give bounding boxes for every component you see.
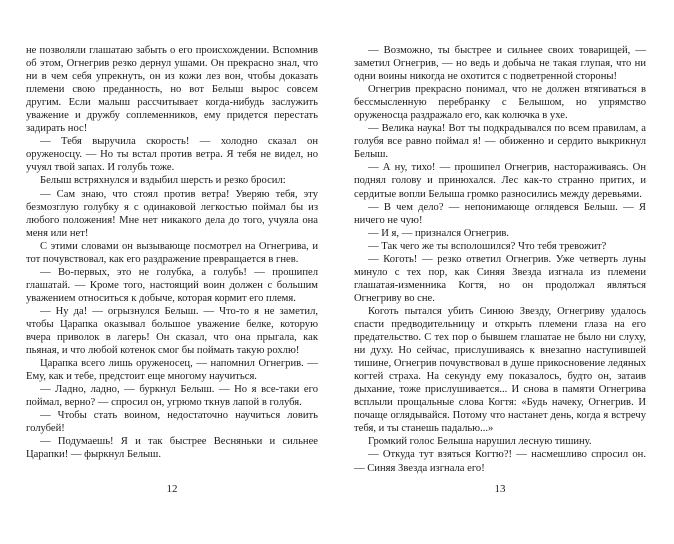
paragraph: Царапка всего лишь оруженосец, — напомнил Огнегрив. — Ему, как и тебе, предстоит еще многому научиться. [26, 358, 318, 383]
paragraph: — Чтобы стать воином, недостаточно научиться ловить голубей! [26, 410, 318, 435]
paragraph: — Ну да! — огрызнулся Белыш. — Что-то я не заметил, чтобы Царапка оказывал большое уважение белке, которую вчера приволок в лагерь! Он сказал, что она прыгала, как пьяная, и что любой котенок смог бы поймать такую рохлю! [26, 305, 318, 357]
paragraph: — Тебя выручила скорость! — холодно сказал он оруженосцу. — Но ты встал против ветра. Я тебя не видел, но учуял твой запах. И голубь тоже. [26, 136, 318, 174]
paragraph: — В чем дело? — непонимающе оглядевся Белыш. — Я ничего не чую! [354, 201, 646, 226]
right-page [354, 44, 646, 475]
left-page [26, 44, 318, 462]
paragraph: — Велика наука! Вот ты подкрадывался по всем правилам, а голубя все равно поймал я! — обиженно и сердито выкрикнул Белыш. [354, 123, 646, 161]
paragraph: Громкий голос Белыша нарушил лесную тишину. [368, 436, 592, 448]
paragraph: — Во-первых, это не голубка, а голубь! — прошипел глашатай. — Кроме того, настоящий воин должен с большим уважением относиться к добыче, которая кормит его племя. [26, 266, 318, 304]
paragraph: — Возможно, ты быстрее и сильнее своих товарищей, — заметил Огнегрив, — но ведь и добыча не такая глупая, что ни одни воины никогда не охотится с подветренной стороны! [354, 45, 646, 83]
paragraph: — Так чего же ты всполошился? Что тебя тревожит? [368, 240, 607, 252]
paragraph: Огнегрив прекрасно понимал, что не должен втягиваться в бессмысленную перебранку с Белышом, но упрямство оруженосца раздражало его, как колючка в ухе. [354, 84, 646, 122]
paragraph: С этими словами он вызывающе посмотрел на Огнегрива, и тот почувствовал, как его раздражение превращается в гнев. [26, 240, 318, 265]
paragraph: — Ладно, ладно, — буркнул Белыш. — Но я все-таки его поймал, верно? — спросил он, угрюмо ткнув лапой в голубя. [26, 384, 318, 409]
paragraph: Белыш встряхнулся и вздыбил шерсть и резко бросил: [40, 175, 286, 187]
paragraph: Коготь пытался убить Синюю Звезду, Огнегриву удалось спасти предводительницу и открыть племени глаза на его предательство. С тех пор о бывшем глашатае не было ни слуху, ни духу. Но сейчас, прислушиваясь к внезапно наступившей тишине, Огнегрив почувствовал в душе прикосновение ледяных когтей страха. На секунду ему показалось, будто он, затаив дыхание, тоже прислушивается... И снова в памяти Огнегрива всплыли прощальные слова Когтя: «Будь начеку, Огнегрив. И почаще оглядывайся. Потому что настанет день, когда я встречу тебя, и ты станешь падалью...» [354, 305, 646, 435]
paragraph: — Сам знаю, что стоял против ветра! Уверяю тебя, эту безмозглую голубку я с одинаковой легкостью поймал бы из любого положения! Мне нет никакого дела до того, учуяла она меня или нет! [26, 188, 318, 239]
paragraph: — А ну, тихо! — прошипел Огнегрив, настораживаясь. Он поднял голову и принюхался. Лес как-то странно притих, и сердитые вопли Белыша громко разносились между деревьями. [354, 162, 646, 200]
paragraph: — И я, — признался Огнегрив. [368, 227, 510, 239]
paragraph: — Откуда тут взяться Когтю?! — насмешливо спросил он. — Синяя Звезда изгнала его! [354, 449, 646, 474]
paragraph: — Коготь! — резко ответил Огнегрив. Уже четверть луны минуло с тех пор, как Синяя Звезда изгнала из племени глашатая-изменника Когтя, но он продолжал являться Огнегриву во сне. [354, 253, 646, 304]
paragraph: — Подумаешь! Я и так быстрее Весняньки и сильнее Царапки! — фыркнул Белыш. [26, 436, 318, 461]
page-number-right: 13 [494, 483, 506, 495]
page-number-left: 12 [166, 483, 178, 495]
paragraph: не позволяли глашатаю забыть о его происхождении. Вспомнив об этом, Огнегрив резко дернул ушами. Он прекрасно знал, что ни в чем себя упрекнуть, он из кожи лез вон, чтобы доказать племени свою преданность, но вот Белыш вырос совсем другим. Если малыш рассчитывает когда-нибудь заслужить уважение и дружбу соплеменников, ему придется перестать задирать нос! [26, 45, 318, 135]
